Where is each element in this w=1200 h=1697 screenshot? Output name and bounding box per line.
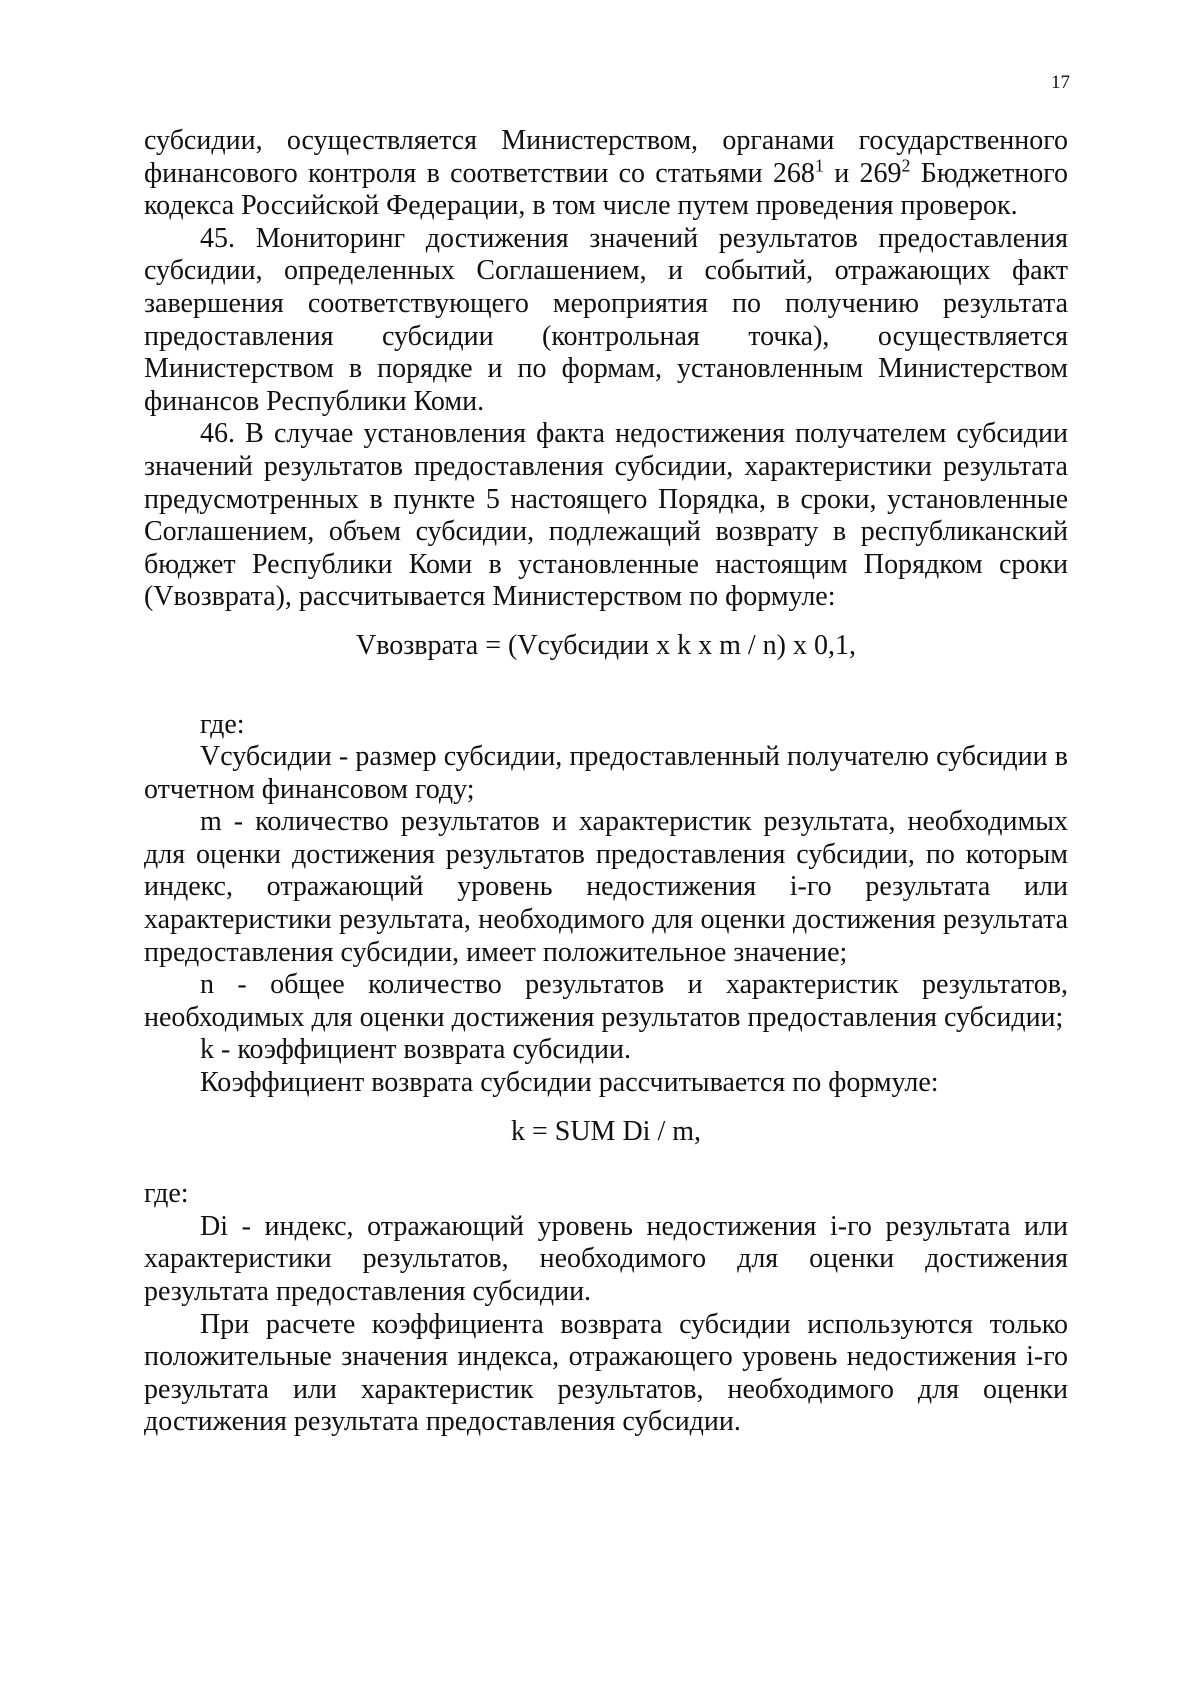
page-number: 17: [1051, 72, 1070, 93]
superscript-1: 1: [814, 155, 824, 176]
definition-di: Di - индекс, отражающий уровень недостижения i-го результата или характеристики результатов, необходимого для оценки достижения результата предоставления субсидии.: [144, 1210, 1068, 1307]
paragraph-text: субсидии, осуществляется Министерством, органами государственного финансового контроля в соответствии со статьями 268: [144, 125, 1068, 189]
formula-v-return: Vвозврата = (Vсубсидии x k x m / n) x 0,1,: [355, 629, 857, 661]
definition-n: n - общее количество результатов и характеристик результатов, необходимых для оценки достижения результатов предоставления субсидии;: [144, 969, 1068, 1033]
where-label-2: где:: [144, 1178, 189, 1210]
paragraph-text: Бюджетного кодекса Российской Федерации, в том числе путем проведения проверок.: [144, 157, 1069, 222]
k-formula-intro: Коэффициент возврата субсидии рассчитывается по формуле:: [200, 1067, 939, 1099]
paragraph-control-continuation: [144, 125, 1068, 223]
definition-m: m - количество результатов и характеристик результата, необходимых для оценки достижения результатов предоставления субсидии, по которым индекс, отражающий уровень недостижения i-го результата или характеристики результата, необходимого для оценки достижения результата предоставления субсидии, имеет положительное значение;: [144, 806, 1068, 968]
definition-k: k - коэффициент возврата субсидии.: [200, 1034, 632, 1066]
paragraph-46: 46. В случае установления факта недостижения получателем субсидии значений результатов предоставления субсидии, характеристики результата предусмотренных в пункте 5 настоящего Порядка, в сроки, установленные Соглашением, объем субсидии, подлежащий возврату в республиканский бюджет Республики Коми в установленные настоящим Порядком сроки (Vвозврата), рассчитывается Министерством по формуле:: [144, 418, 1068, 613]
paragraph-text: и 269: [823, 157, 902, 189]
superscript-2: 2: [901, 155, 911, 176]
where-label: где:: [200, 708, 245, 740]
definition-v-subsidy: Vсубсидии - размер субсидии, предоставленный получателю субсидии в отчетном финансовом году;: [144, 741, 1068, 805]
paragraph-positive-values: При расчете коэффициента возврата субсидии используются только положительные значения индекса, отражающего уровень недостижения i-го результата или характеристик результатов, необходимого для оценки достижения результата предоставления субсидии.: [144, 1308, 1068, 1438]
document-body: [144, 125, 1068, 1439]
formula-k: k = SUM Di / m,: [510, 1115, 702, 1147]
paragraph-45: 45. Мониторинг достижения значений результатов предоставления субсидии, определенных Соглашением, и событий, отражающих факт завершения соответствующего мероприятия по получению результата предоставления субсидии (контрольная точка), осуществляется Министерством в порядке и по формам, установленным Министерством финансов Республики Коми.: [144, 222, 1068, 417]
